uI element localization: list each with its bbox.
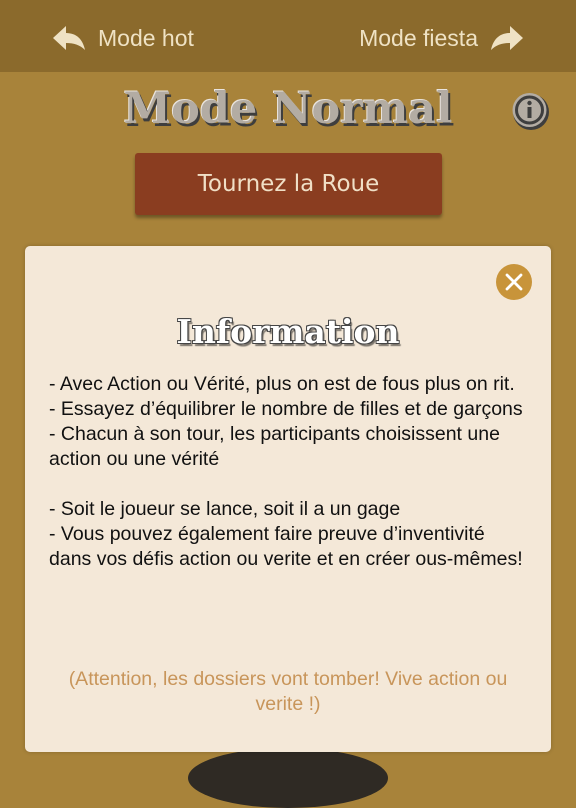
mode-fiesta-label: Mode fiesta [359, 24, 478, 51]
info-dialog [25, 246, 551, 752]
dialog-note: (Attention, les dossiers vont tomber! Vive action ou verite !) [68, 668, 508, 715]
wheel-edge [188, 748, 388, 808]
dialog-body [49, 372, 529, 572]
close-icon [505, 273, 523, 291]
info-line: - Essayez d’équilibrer le nombre de filles et de garçons [49, 398, 523, 420]
forward-arrow-icon [490, 25, 524, 51]
mode-hot-label: Mode hot [98, 24, 194, 51]
info-button[interactable] [510, 90, 550, 130]
info-line: - Soit le joueur se lance, soit il a un gage [49, 498, 401, 520]
info-line: - Chacun à son tour, les participants choisissent une action ou une vérité [49, 423, 500, 470]
page-title: Mode Normal [123, 84, 453, 134]
back-arrow-icon [52, 25, 86, 51]
info-icon [510, 90, 552, 132]
info-line: - Vous pouvez également faire preuve d’inventivité dans vos défis action ou verite et en créer ous-mêmes! [49, 523, 523, 570]
dialog-title: Information [176, 312, 400, 351]
spin-wheel-button[interactable]: Tournez la Roue [135, 153, 442, 215]
mode-hot-button[interactable] [52, 20, 194, 56]
mode-fiesta-button[interactable] [359, 20, 524, 56]
top-nav-bar [0, 0, 576, 72]
close-button[interactable] [496, 264, 532, 300]
info-line: - Avec Action ou Vérité, plus on est de fous plus on rit. [49, 373, 515, 395]
